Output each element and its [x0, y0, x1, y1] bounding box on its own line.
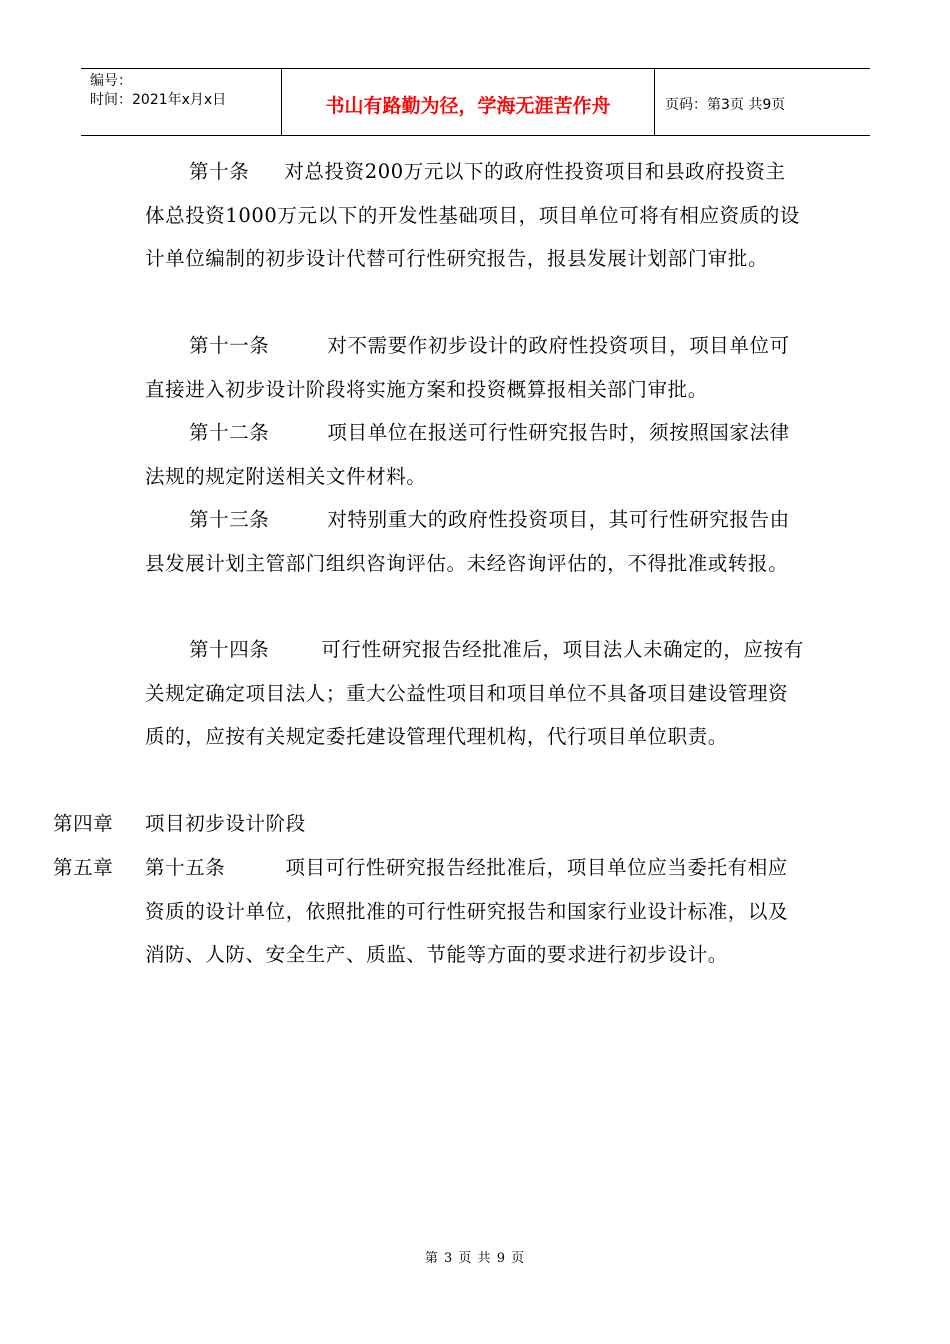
document-number-label: 编号：	[90, 73, 132, 89]
article-number: 第十一条	[189, 334, 270, 357]
article-text: 项目单位在报送可行性研究报告时，须按照国家法律法规的规定附送相关文件材料。	[145, 421, 790, 488]
article-14	[145, 628, 805, 759]
article-text: 项目可行性研究报告经批准后，项目单位应当委托有相应资质的设计单位，依照批准的可行性研究报告和国家行业设计标准，以及消防、人防、安全生产、质监、节能等方面的要求进行初步设计。	[145, 856, 789, 966]
chapter-5-label	[53, 846, 113, 890]
article-number: 第十二条	[189, 421, 270, 444]
chapter-4-heading	[53, 802, 306, 846]
header-motto: 书山有路勤为径，学海无涯苦作舟	[282, 69, 655, 135]
article-15	[145, 846, 805, 977]
article-text: 对特别重大的政府性投资项目，其可行性研究报告由县发展计划主管部门组织咨询评估。未经咨询评估的，不得批准或转报。	[145, 508, 790, 575]
article-11	[145, 324, 805, 411]
article-10	[145, 150, 805, 281]
article-12	[145, 411, 805, 498]
article-text: 对不需要作初步设计的政府性投资项目，项目单位可直接进入初步设计阶段将实施方案和投资概算报相关部门审批。	[145, 334, 790, 401]
header-meta	[81, 69, 282, 135]
chapter-label: 第四章	[53, 812, 114, 835]
article-number: 第十条	[189, 160, 250, 183]
page-footer: 第 3 页 共 9 页	[424, 1251, 526, 1266]
document-date-label: 时间：2021年x月x日	[90, 92, 227, 108]
article-number: 第十四条	[189, 638, 270, 661]
article-13	[145, 498, 805, 585]
article-text: 可行性研究报告经批准后，项目法人未确定的，应按有关规定确定项目法人；重大公益性项目和项目单位不具备项目建设管理资质的，应按有关规定委托建设管理代理机构，代行项目单位职责。	[145, 638, 804, 748]
chapter-label: 第五章	[53, 856, 114, 879]
article-number: 第十五条	[145, 856, 226, 879]
header-page-number: 页码：第3页 共9页	[665, 96, 786, 113]
chapter-title: 项目初步设计阶段	[145, 812, 306, 835]
article-number: 第十三条	[189, 508, 270, 531]
article-text: 对总投资200万元以下的政府性投资项目和县政府投资主体总投资1000万元以下的开发性基础项目，项目单位可将有相应资质的设计单位编制的初步设计代替可行性研究报告，报县发展计划部门审批。	[145, 160, 801, 270]
page-header	[81, 68, 870, 136]
